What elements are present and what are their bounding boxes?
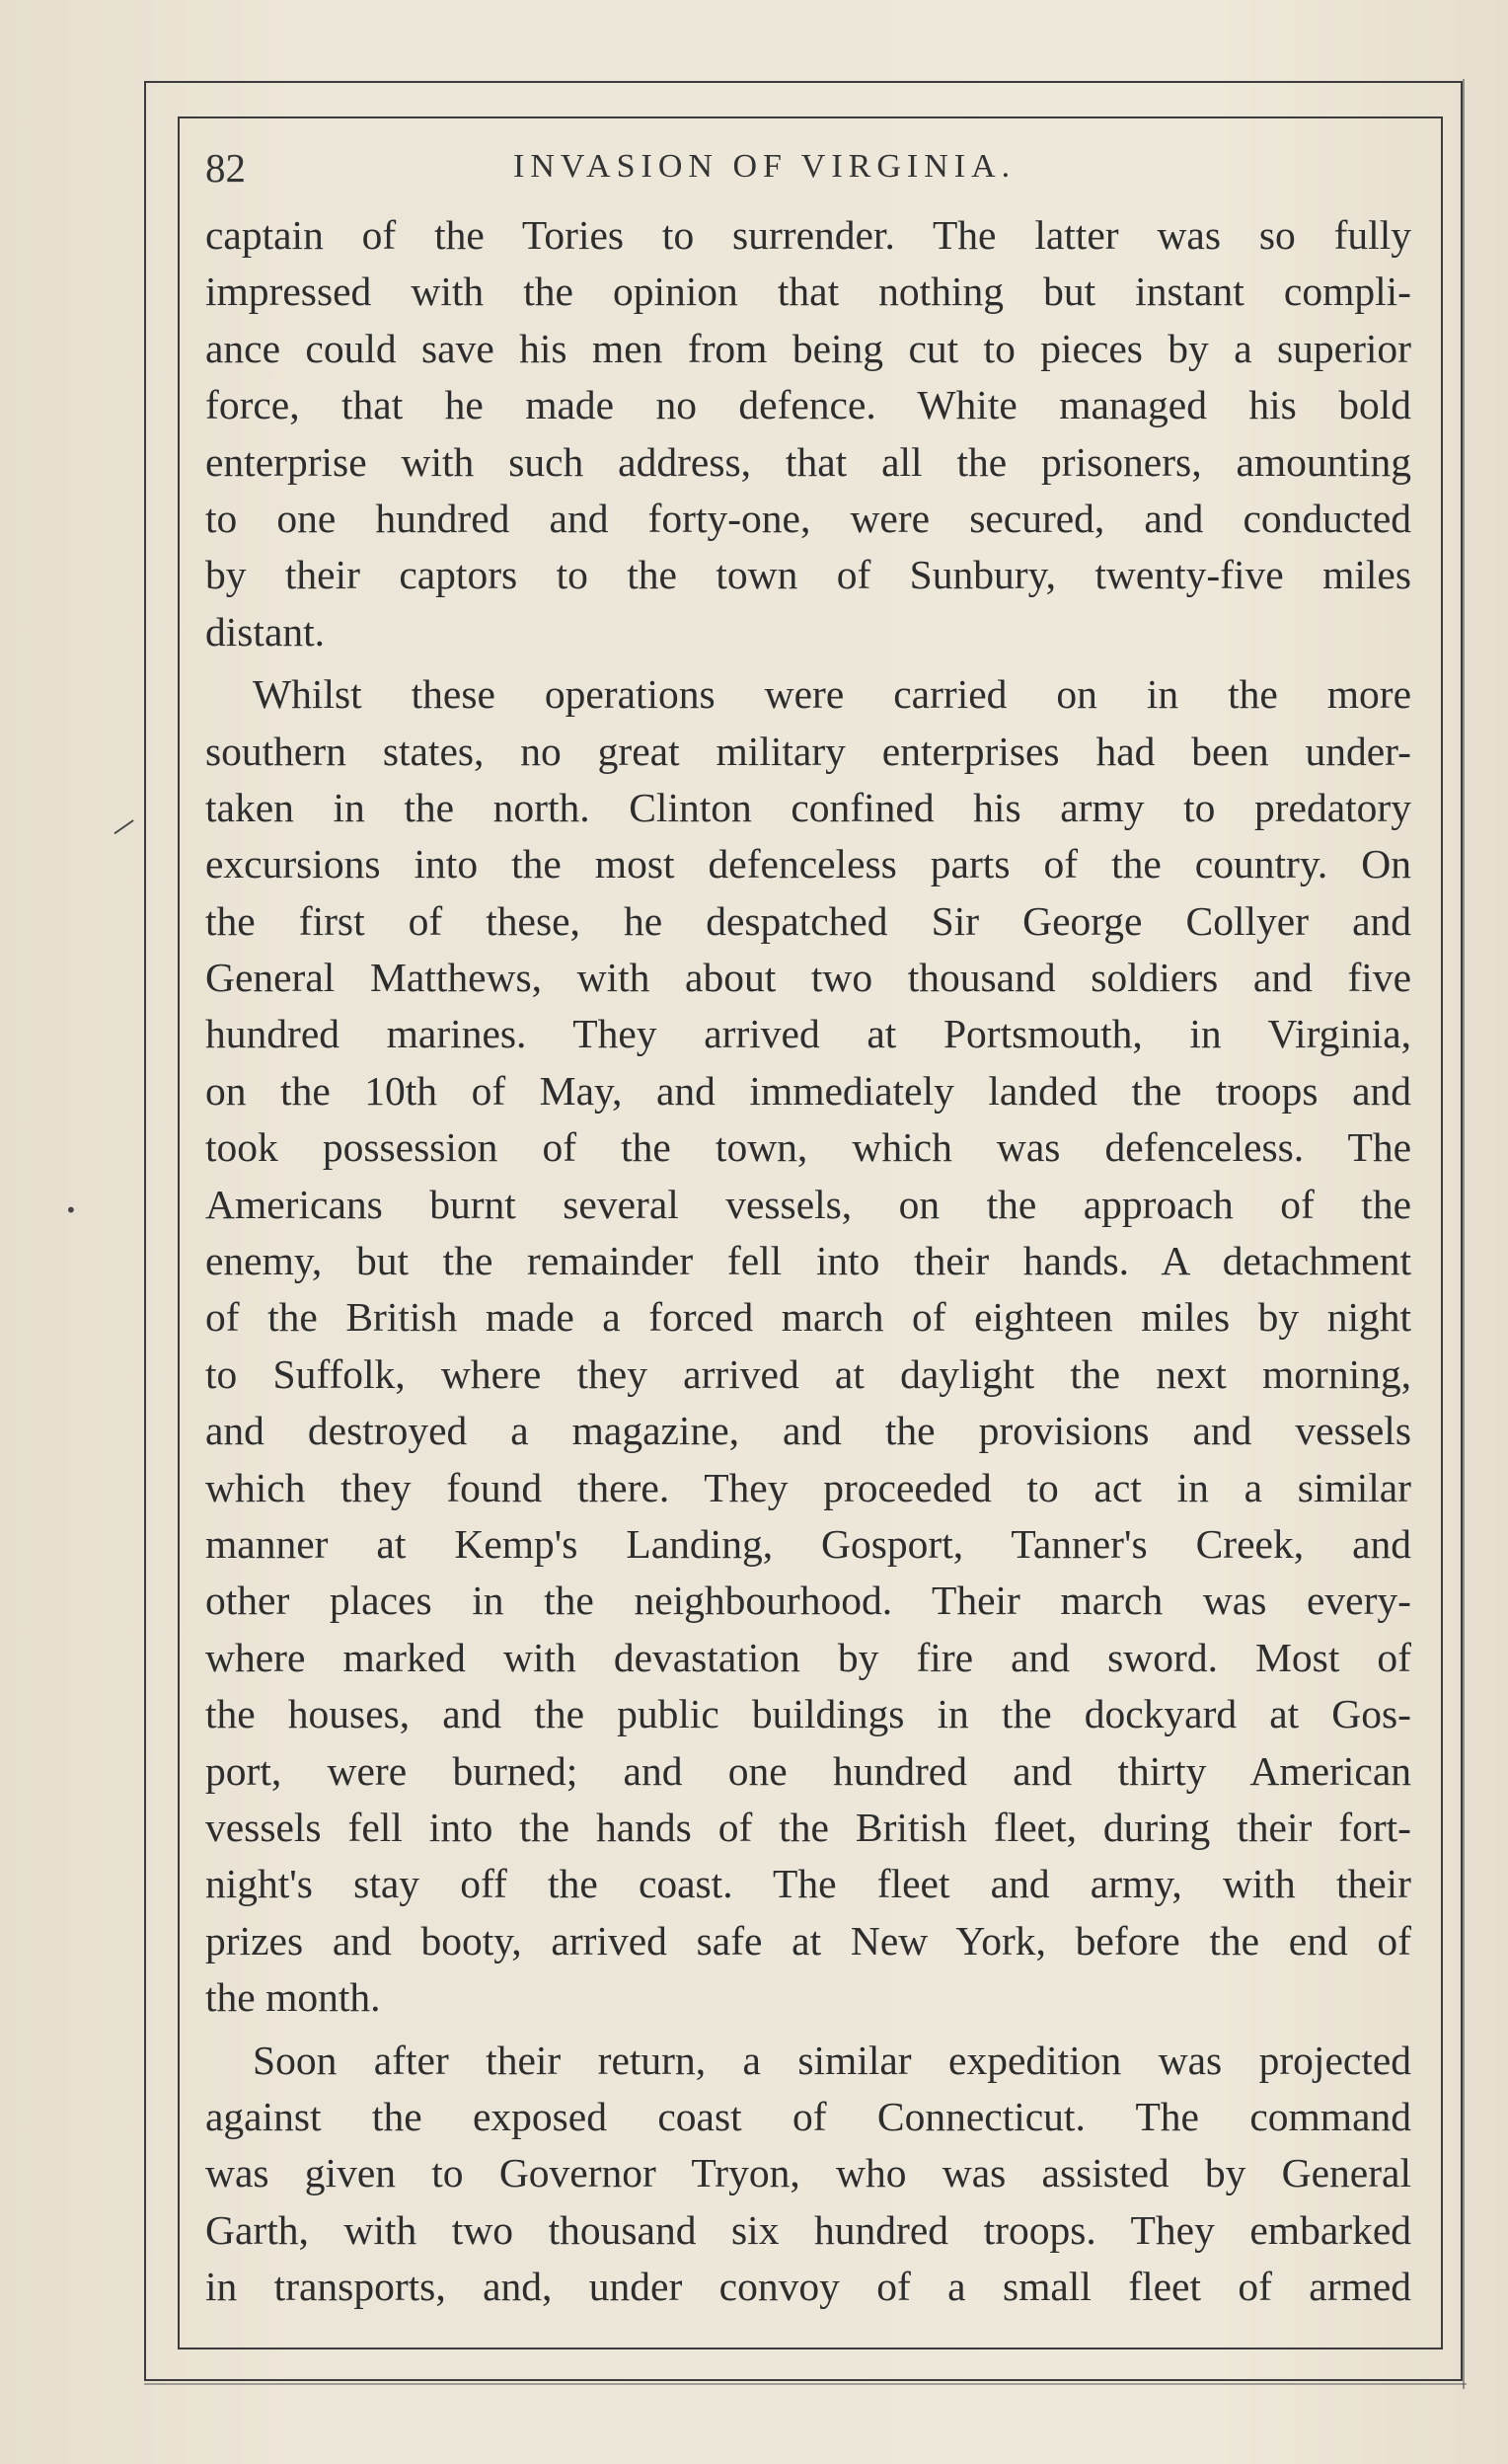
- text-line: captain of the Tories to surrender. The latter was so fully: [205, 212, 1411, 258]
- paragraph: [205, 207, 1411, 660]
- text-line: the houses, and the public buildings in the dockyard at Gos-: [205, 1691, 1411, 1737]
- text-line: enemy, but the remainder fell into their hands. A detachment: [205, 1238, 1411, 1284]
- text-line: prizes and booty, arrived safe at New York, before the end of: [205, 1917, 1411, 1964]
- text-line: taken in the north. Clinton confined his army to predatory: [205, 784, 1411, 830]
- text-line: night's stay off the coast. The fleet and army, with their: [205, 1861, 1411, 1907]
- text-line: against the exposed coast of Connecticut. The command: [205, 2093, 1411, 2139]
- text-line: of the British made a forced march of eighteen miles by night: [205, 1294, 1411, 1341]
- margin-tick-mark: —: [104, 807, 143, 846]
- running-head: INVASION OF VIRGINIA.: [513, 148, 1017, 185]
- text-line: southern states, no great military enterprises had been under-: [205, 728, 1411, 774]
- text-line: other places in the neighbourhood. Their march was every-: [205, 1578, 1411, 1624]
- paragraph: [205, 666, 1411, 2026]
- text-line: Americans burnt several vessels, on the approach of the: [205, 1181, 1411, 1227]
- text-line: Whilst these operations were carried on in the more: [253, 671, 1411, 718]
- text-line: Soon after their return, a similar expedition was projected: [253, 2037, 1411, 2083]
- text-line: force, that he made no defence. White managed his bold: [205, 382, 1411, 428]
- text-line: was given to Governor Tryon, who was assisted by General: [205, 2150, 1411, 2196]
- text-line: distant.: [205, 608, 326, 654]
- text-line: the first of these, he despatched Sir George Collyer and: [205, 897, 1411, 944]
- text-line: General Matthews, with about two thousand soldiers and five: [205, 955, 1411, 1001]
- margin-dot-mark: •: [65, 1198, 77, 1222]
- text-line: where marked with devastation by fire and sword. Most of: [205, 1634, 1411, 1680]
- page-bottom-rule: [144, 2383, 1467, 2385]
- paragraph: [205, 2033, 1411, 2316]
- page-number: 82: [205, 145, 246, 191]
- text-line: port, were burned; and one hundred and thirty American: [205, 1747, 1411, 1794]
- text-line: manner at Kemp's Landing, Gosport, Tanner's Creek, and: [205, 1520, 1411, 1567]
- text-line: vessels fell into the hands of the British fleet, during their fort-: [205, 1804, 1411, 1850]
- text-line: and destroyed a magazine, and the provisions and vessels: [205, 1408, 1411, 1454]
- text-line: hundred marines. They arrived at Portsmouth, in Virginia,: [205, 1011, 1411, 1057]
- text-line: Garth, with two thousand six hundred troops. They embarked: [205, 2206, 1411, 2253]
- text-line: enterprise with such address, that all the prisoners, amounting: [205, 438, 1411, 485]
- text-line: which they found there. They proceeded to act in a similar: [205, 1464, 1411, 1510]
- text-line: impressed with the opinion that nothing but instant compli-: [205, 269, 1411, 315]
- body-text: [205, 207, 1411, 2315]
- text-line: to one hundred and forty-one, were secured, and conducted: [205, 495, 1411, 541]
- text-line: by their captors to the town of Sunbury, twenty-five miles: [205, 552, 1411, 598]
- text-line: to Suffolk, where they arrived at daylight the next morning,: [205, 1350, 1411, 1397]
- page-edge-rule: [1463, 79, 1476, 2389]
- text-line: took possession of the town, which was defenceless. The: [205, 1124, 1411, 1171]
- text-line: ance could save his men from being cut to pieces by a superior: [205, 325, 1411, 371]
- text-line: on the 10th of May, and immediately landed the troops and: [205, 1067, 1411, 1114]
- text-line: excursions into the most defenceless parts of the country. On: [205, 841, 1411, 887]
- text-line: in transports, and, under convoy of a small fleet of armed: [205, 2264, 1411, 2310]
- text-line: the month.: [205, 1974, 381, 2021]
